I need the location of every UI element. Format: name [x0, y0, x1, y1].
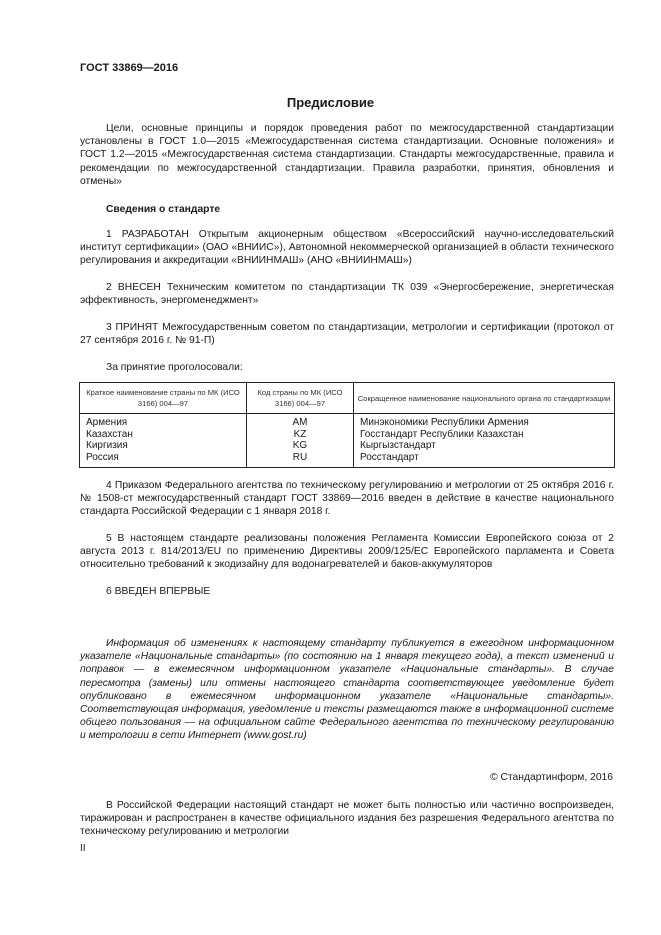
- country-code: KG: [292, 440, 308, 451]
- country-code: KZ: [293, 428, 307, 440]
- country-name: Киргизия: [86, 440, 128, 451]
- document-id-header: ГОСТ 33869—2016: [80, 62, 179, 74]
- item-2-submitted-by: 2 ВНЕСЕН Техническим комитетом по стандартизации ТК 039 «Энергосбережение, энергетическая эффективность, энергоменеджмент»: [80, 282, 614, 307]
- table-body-row: [80, 414, 615, 468]
- country-names-cell: [80, 414, 247, 468]
- item-3-adopted-by: 3 ПРИНЯТ Межгосударственным советом по стандартизации, метрологии и сертификации (протокол от 27 сентября 2016 г. № 91-П): [80, 322, 614, 347]
- country-code: AM: [292, 417, 308, 428]
- voting-countries-table: [79, 382, 615, 468]
- item-1-developed-by: 1 РАЗРАБОТАН Открытым акционерным обществом «Всероссийский научно-исследовательский институт сертификации» (ОАО «ВНИИС»), Автономной некоммерческой организацией в области технического регулирования и аккредитации «ВНИИНМАШ» (АНО «ВНИИНМАШ»): [80, 229, 614, 267]
- item-6-introduced-first: 6 ВВЕДЕН ВПЕРВЫЕ: [106, 586, 211, 597]
- country-name: Россия: [86, 451, 119, 463]
- reproduction-notice: В Российской Федерации настоящий стандарт не может быть полностью или частично воспроизведен, тиражирован и распространен в качестве официального издания без разрешения Федерального агентства по техническому регулированию и метрологии: [80, 800, 614, 838]
- vote-label: За принятие проголосовали:: [106, 362, 243, 373]
- agency-names-cell: [354, 414, 615, 468]
- item-4-enacted-by: 4 Приказом Федерального агентства по техническому регулированию и метрологии от 25 октября 2016 г. № 1508-ст межгосударственный стандарт ГОСТ 33869—2016 введен в действие в качестве национального стандарта Российской Федерации с 1 января 2018 г.: [80, 480, 614, 518]
- country-name: Армения: [86, 417, 128, 428]
- agency-name: Кыргызстандарт: [360, 440, 436, 451]
- agency-name: Минэкономики Республики Армения: [360, 417, 529, 428]
- country-code: RU: [292, 451, 308, 463]
- column-header-country: Краткое наименование страны по МК (ИСО 3166) 004—97: [80, 383, 247, 414]
- section-heading: Сведения о стандарте: [106, 204, 221, 215]
- table-header-row: [80, 383, 615, 414]
- country-name: Казахстан: [86, 428, 133, 440]
- page-number: II: [80, 843, 86, 854]
- copyright: © Стандартинформ, 2016: [490, 772, 613, 783]
- column-header-agency: Сокращенное наименование национального органа по стандартизации: [354, 383, 615, 414]
- agency-name: Госстандарт Республики Казахстан: [360, 428, 524, 440]
- agency-name: Росстандарт: [360, 451, 419, 463]
- intro-paragraph: Цели, основные принципы и порядок проведения работ по межгосударственной стандартизации установлены в ГОСТ 1.0—2015 «Межгосударственная система стандартизации. Основные положения» и ГОСТ 1.2—2015 «Межгосударственная система стандартизации. Стандарты межгосударственные, правила и рекомендации по межгосударственной стандартизации. Правила разработки, принятия, обновления и отмены»: [80, 123, 614, 187]
- item-5-eu-regulation: 5 В настоящем стандарте реализованы положения Регламента Комиссии Европейского союза от 2 августа 2013 г. 814/2013/EU по применению Директивы 2009/125/EC Европейского парламента и Совета относительно требований к экодизайну для водонагревателей и баков-аккумуляторов: [80, 533, 614, 571]
- country-codes-cell: [247, 414, 354, 468]
- page-title: Предисловие: [286, 95, 375, 110]
- information-notice: Информация об изменениях к настоящему стандарту публикуется в ежегодном информационном указателе «Национальные стандарты» (по состоянию на 1 января текущего года), а текст изменений и поправок — в ежемесячном информационном указателе «Национальные стандарты». В случае пересмотра (замены) или отмены настоящего стандарта соответствующее уведомление будет опубликовано в ежемесячном информационном указателе «Национальные стандарты». Соответствующая информация, уведомление и тексты размещаются также в информационной системе общего пользования — на официальном сайте Федерального агентства по техническому регулированию и метрологии в сети Интернет (www.gost.ru): [80, 638, 614, 742]
- column-header-code: Код страны по МК (ИСО 3166) 004—97: [247, 383, 354, 414]
